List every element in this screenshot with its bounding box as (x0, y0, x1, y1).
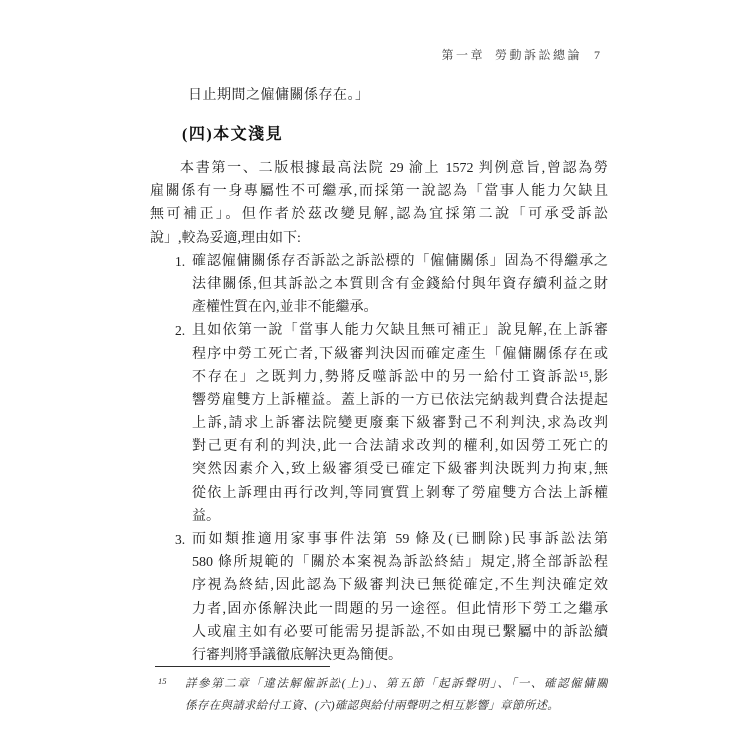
footnote (158, 673, 608, 717)
paragraph-line: 無可補正」。但作者於茲改變見解,認為宜採第二說「可承受訴訟 (150, 207, 608, 223)
quote-continuation-line: 日止期間之僱傭關係存在。」 (188, 88, 370, 103)
running-header (441, 46, 600, 63)
footnote-marker: 15 (158, 676, 167, 686)
list-item-line: 而如類推適用家事事件法第 59 條及(已刪除)民事訴訟法第 (192, 532, 608, 547)
list-item-line: 法律關係,但其訴訟之本質則含有金錢給付與年資存續利益之財 (192, 276, 608, 292)
paragraph-line: 說」,較為妥適,理由如下: (150, 230, 301, 246)
list-item-line: 不存在」之既判力,勢將反噬訴訟中的另一給付工資訴訟¹⁵,影 (192, 369, 608, 385)
list-item-line: 從依上訴理由再行改判,等同實質上剝奪了勞雇雙方合法上訴權 (192, 485, 608, 501)
list-item-line: 上訴,請求上訴審法院變更廢棄下級審對己不利判決,求為改判 (192, 416, 608, 432)
numbered-list (150, 250, 608, 667)
footnote-line: 詳參第二章「違法解僱訴訟(上)」、第五節「起訴聲明」、「一、確認僱傭關 (185, 678, 608, 690)
list-item-line: 響勞雇雙方上訴權益。蓋上訴的一方已依法完納裁判費合法提起 (192, 392, 608, 408)
footnote-separator-rule (155, 666, 330, 667)
intro-paragraph (150, 157, 608, 250)
footnote-line: 係存在與請求給付工資、(六)確認與給付兩聲明之相互影響」章節所述。 (185, 700, 560, 712)
list-item-text (192, 528, 608, 667)
list-item-line: 產權性質在內,並非不能繼承。 (192, 300, 378, 316)
chapter-title: 勞動訴訟總論 (494, 48, 582, 62)
list-item-line: 580 條所規範的「關於本案視為訴訟終結」規定,將全部訴訟程 (192, 555, 608, 571)
list-item (150, 250, 608, 320)
list-item-line: 行審判將爭議徹底解決更為簡便。 (192, 647, 402, 663)
list-item-line: 程序中勞工死亡者,下級審判決因而確定產生「僱傭關係存在或 (192, 346, 608, 362)
list-item-number: 2. (175, 323, 186, 339)
list-item (150, 319, 608, 528)
list-item-number: 1. (175, 253, 186, 269)
page-number: 7 (594, 48, 600, 62)
list-item-line: 且如依第一說「當事人能力欠缺且無可補正」說見解,在上訴審 (192, 323, 608, 339)
paragraph-line: 本書第一、二版根據最高法院 29 渝上 1572 判例意旨,曾認為勞 (180, 161, 608, 176)
list-item (150, 528, 608, 667)
list-item-line: 確認僱傭關係存否訴訟之訴訟標的「僱傭關係」固為不得繼承之 (192, 253, 608, 269)
body-text-column (150, 157, 608, 667)
list-item-line: 人或雇主如有必要可能需另提訴訟,不如由現已繫屬中的訴訟續 (192, 624, 608, 640)
list-item-text (192, 319, 608, 528)
list-item-line: 突然因素介入,致上級審須受已確定下級審判決既判力拘束,無 (192, 462, 608, 478)
list-item-line: 力者,固亦係解決此一問題的另一途徑。但此情形下勞工之繼承 (192, 601, 608, 617)
section-heading: (四)本文淺見 (182, 126, 284, 143)
list-item-text (192, 250, 608, 320)
list-item-number: 3. (175, 532, 186, 547)
footnote-text (158, 673, 608, 717)
paragraph-line: 雇關係有一身專屬性不可繼承,而採第一說認為「當事人能力欠缺且 (150, 184, 608, 200)
chapter-label: 第一章 (441, 48, 485, 62)
list-item-line: 序視為終結,因此認為下級審判決已無從確定,不生判決確定效 (192, 578, 608, 594)
list-item-line: 對己更有利的判決,此一合法請求改判的權利,如因勞工死亡的 (192, 439, 608, 455)
list-item-line: 益。 (192, 508, 220, 524)
